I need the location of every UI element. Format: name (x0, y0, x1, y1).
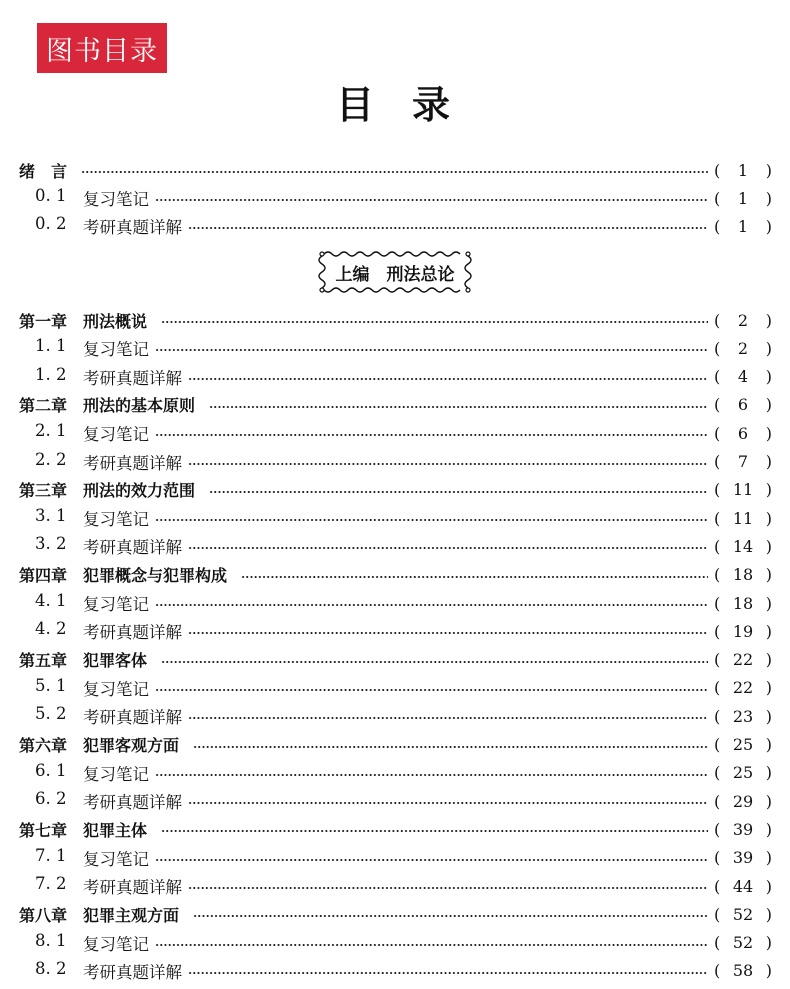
section-number: 0. 2 (35, 214, 67, 233)
toc-chapter-row[interactable] (0, 733, 790, 757)
page-number-value: 6 (737, 423, 749, 443)
dot-leader (155, 689, 708, 691)
section-number: 2. 1 (35, 421, 67, 441)
page-number-value: 25 (732, 735, 754, 754)
dot-leader (188, 887, 708, 889)
dot-leader (241, 576, 708, 578)
page-number: ( 1 ) (714, 216, 772, 236)
toc-section-row[interactable] (0, 959, 790, 983)
page-number-value: 22 (732, 650, 754, 670)
dot-leader (155, 199, 708, 201)
catalog-badge: 图书目录 (37, 23, 167, 73)
entry-title: 考研真题详解 (83, 793, 182, 813)
entry-title: 复习笔记 (83, 340, 149, 360)
toc-section-row[interactable] (0, 619, 790, 643)
dot-leader (155, 859, 708, 861)
entry-title: 第六章 犯罪客观方面 (19, 736, 180, 755)
entry-title: 考研真题详解 (83, 218, 182, 237)
toc-chapter-row[interactable] (0, 308, 790, 332)
toc-chapter-row[interactable] (0, 478, 790, 502)
page-number-value: 7 (737, 452, 749, 471)
part-heading: 上编 刑法总论 (335, 264, 455, 285)
dot-leader (81, 171, 708, 173)
toc-chapter-row[interactable] (0, 393, 790, 417)
section-number: 4. 2 (35, 619, 67, 639)
section-number: 0. 1 (35, 186, 67, 205)
page-number-value: 18 (732, 593, 754, 613)
entry-title: 复习笔记 (83, 934, 149, 954)
page-number-value: 18 (732, 565, 754, 585)
toc-section-row[interactable] (0, 534, 790, 558)
dot-leader (188, 463, 708, 465)
page-number-value: 39 (732, 848, 754, 868)
page-number-value: 6 (737, 395, 749, 415)
section-number: 8. 1 (35, 930, 67, 950)
entry-title: 复习笔记 (83, 679, 149, 699)
page-number: ( 52 ) (714, 904, 772, 924)
dot-leader (155, 349, 708, 351)
page-number: ( 18 ) (714, 565, 772, 585)
page-number: ( 22 ) (714, 650, 772, 670)
page-number-value: 2 (737, 338, 749, 358)
dot-leader (161, 830, 708, 832)
dot-leader (193, 746, 708, 748)
toc-section-row[interactable] (0, 421, 790, 445)
page-number-value: 2 (737, 310, 749, 330)
toc-section-row[interactable] (0, 846, 790, 870)
entry-title: 第一章 刑法概说 (19, 311, 148, 331)
toc-chapter-row[interactable] (0, 648, 790, 672)
page-number: ( 52 ) (714, 933, 772, 953)
section-number: 7. 2 (35, 874, 67, 893)
section-number: 8. 2 (35, 958, 67, 978)
page-number: ( 25 ) (714, 763, 772, 783)
entry-title: 复习笔记 (83, 764, 149, 784)
page-number-value: 14 (732, 536, 754, 556)
entry-title: 考研真题详解 (83, 962, 182, 982)
dot-leader (188, 802, 708, 804)
page-number: ( 58 ) (714, 961, 772, 981)
dot-leader (155, 774, 708, 776)
section-number: 6. 1 (35, 760, 67, 780)
entry-title: 考研真题详解 (83, 708, 182, 728)
page-number: ( 1 ) (714, 160, 772, 180)
entry-title: 第三章 刑法的效力范围 (19, 481, 196, 501)
dot-leader (155, 434, 708, 436)
page-number-value: 44 (732, 876, 754, 896)
entry-title: 第二章 刑法的基本原则 (19, 396, 196, 416)
title-right-char: 录 (412, 83, 455, 127)
page-number: ( 11 ) (714, 508, 772, 528)
section-number: 6. 2 (35, 789, 67, 809)
entry-title: 考研真题详解 (83, 623, 182, 643)
dot-leader (193, 915, 708, 917)
page-number: ( 6 ) (714, 395, 772, 415)
page-number-value: 1 (737, 160, 749, 180)
section-number: 1. 2 (35, 364, 67, 384)
toc-section-row[interactable] (0, 676, 790, 700)
toc-section-row[interactable] (0, 186, 790, 210)
dot-leader (188, 972, 708, 974)
page-number: ( 19 ) (714, 621, 772, 641)
dot-leader (209, 406, 708, 408)
entry-title: 考研真题详解 (83, 453, 182, 473)
page-number-value: 11 (732, 508, 754, 528)
page-number: ( 6 ) (714, 423, 772, 443)
entry-title: 考研真题详解 (83, 368, 182, 388)
page-number: ( 25 ) (714, 735, 772, 754)
page-number-value: 23 (732, 706, 754, 726)
page-number-value: 52 (732, 904, 754, 924)
page-number-value: 1 (737, 188, 749, 208)
toc-section-row[interactable] (0, 214, 790, 238)
section-number: 3. 2 (35, 534, 67, 554)
page-number-value: 4 (737, 367, 749, 387)
entry-title: 考研真题详解 (83, 538, 182, 558)
toc-section-row[interactable] (0, 591, 790, 615)
entry-title: 第四章 犯罪概念与犯罪构成 (19, 566, 228, 586)
page-number-value: 58 (732, 961, 754, 981)
entry-title: 第八章 犯罪主观方面 (19, 905, 180, 925)
toc-chapter-row[interactable] (0, 817, 790, 841)
entry-title: 考研真题详解 (83, 878, 182, 897)
dot-leader (155, 944, 708, 946)
toc-chapter-row[interactable] (0, 158, 790, 182)
page-number: ( 39 ) (714, 848, 772, 868)
entry-title: 复习笔记 (83, 190, 149, 209)
toc-section-row[interactable] (0, 789, 790, 813)
page-number: ( 23 ) (714, 706, 772, 726)
dot-leader (155, 519, 708, 521)
page-number: ( 7 ) (714, 452, 772, 471)
toc-section-row[interactable] (0, 365, 790, 389)
dot-leader (188, 227, 708, 229)
page-number: ( 11 ) (714, 480, 772, 500)
page-number-value: 39 (732, 819, 754, 839)
entry-title: 复习笔记 (83, 849, 149, 869)
page-number: ( 44 ) (714, 876, 772, 896)
dot-leader (188, 717, 708, 719)
page-number: ( 14 ) (714, 536, 772, 556)
toc-section-row[interactable] (0, 761, 790, 785)
page-number: ( 1 ) (714, 188, 772, 208)
toc-section-row[interactable] (0, 704, 790, 728)
page-number: ( 39 ) (714, 819, 772, 839)
toc-chapter-row[interactable] (0, 563, 790, 587)
page-number: ( 2 ) (714, 338, 772, 358)
section-number: 1. 1 (35, 336, 67, 356)
page-number-value: 29 (732, 791, 754, 811)
page-number-value: 11 (732, 480, 754, 500)
dot-leader (188, 632, 708, 634)
dot-leader (209, 491, 708, 493)
page-number-value: 22 (732, 678, 754, 698)
title-left-char: 目 (335, 83, 378, 127)
entry-title: 绪 言 (19, 161, 68, 181)
section-number: 7. 1 (35, 845, 67, 865)
section-number: 5. 1 (35, 675, 67, 695)
entry-title: 复习笔记 (83, 595, 149, 614)
page-number: ( 4 ) (714, 367, 772, 387)
page-number: ( 29 ) (714, 791, 772, 811)
page-number: ( 22 ) (714, 678, 772, 698)
section-number: 4. 1 (35, 591, 67, 610)
dot-leader (155, 604, 708, 606)
page-number: ( 18 ) (714, 593, 772, 613)
section-number: 5. 2 (35, 704, 67, 724)
toc-section-row[interactable] (0, 506, 790, 530)
page-number-value: 25 (732, 763, 754, 783)
page-number-value: 52 (732, 933, 754, 953)
entry-title: 复习笔记 (83, 510, 149, 530)
dot-leader (188, 378, 708, 380)
entry-title: 第七章 犯罪主体 (19, 820, 148, 840)
dot-leader (161, 321, 708, 323)
page-number: ( 2 ) (714, 310, 772, 330)
toc-section-row[interactable] (0, 450, 790, 474)
toc-chapter-row[interactable] (0, 902, 790, 926)
toc-section-row[interactable] (0, 874, 790, 898)
page-number-value: 1 (737, 216, 749, 236)
page-number-value: 19 (732, 621, 754, 641)
section-number: 3. 1 (35, 506, 67, 526)
section-number: 2. 2 (35, 449, 67, 469)
toc-section-row[interactable] (0, 931, 790, 955)
dot-leader (188, 547, 708, 549)
dot-leader (161, 661, 708, 663)
toc-section-row[interactable] (0, 336, 790, 360)
entry-title: 复习笔记 (83, 425, 149, 445)
entry-title: 第五章 犯罪客体 (19, 651, 148, 671)
